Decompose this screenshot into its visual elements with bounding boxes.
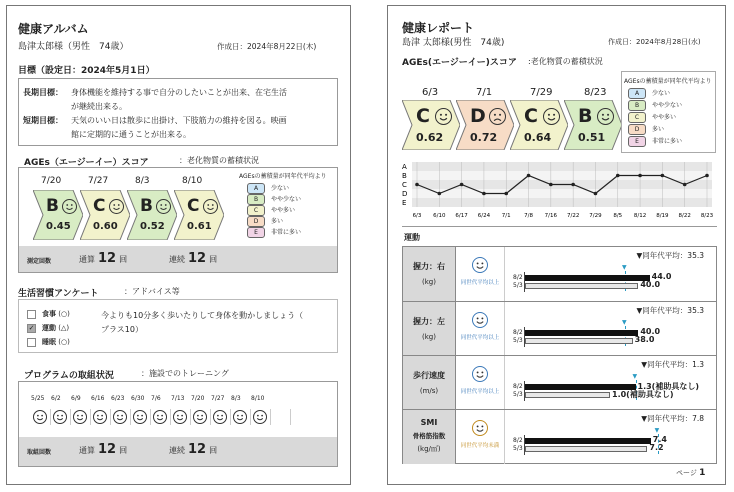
exercise-status-cell: [456, 247, 505, 301]
smile-face-icon: [213, 410, 227, 424]
report-score-grade: C: [524, 105, 538, 127]
exercise-bar-axis: [524, 435, 525, 455]
exercise-unit: (m/s): [419, 387, 439, 395]
smile-face-icon: [543, 108, 560, 125]
trend-point: [616, 174, 620, 178]
program-date: 8/10: [251, 395, 265, 402]
trend-date-label: 7/29: [589, 213, 602, 219]
program-date: 7/13: [171, 395, 185, 402]
trend-point: [571, 183, 575, 187]
program-date: 6/2: [51, 395, 61, 402]
trend-grade-label: C: [402, 181, 407, 189]
trend-date-label: 8/23: [700, 213, 714, 219]
long-goal-label: 長期目標：: [23, 88, 63, 97]
legend-grade-badge: B: [247, 194, 265, 205]
exercise-label: 歩行速度: [413, 371, 445, 380]
trend-date-label: 8/12: [633, 213, 647, 219]
smile-face-icon: [109, 199, 124, 214]
exercise-bar-value: 40.0: [640, 327, 661, 336]
smile-face-icon: [73, 410, 87, 424]
exercise-label-cell: [403, 410, 456, 464]
survey-item-mark: (△): [56, 324, 70, 332]
smile-face-icon: [253, 410, 267, 424]
trend-date-label: 7/16: [544, 213, 558, 219]
program-date: 8/3: [231, 395, 241, 402]
exercise-bar-value: 7.2: [649, 443, 664, 452]
report-score-chevron: [456, 100, 514, 150]
trend-grade-band: [412, 162, 712, 171]
report-score-date: 7/29: [530, 87, 553, 98]
report-score-chevron: [564, 100, 622, 150]
trend-point: [527, 174, 531, 178]
album-ages-subheading: ：老化物質の蓄積状況: [179, 156, 259, 165]
long-goal-text-2: が継続出来る。: [71, 102, 127, 111]
album-legend-row: [247, 194, 301, 205]
advice-text-2: プラス10）: [101, 325, 143, 334]
exercise-label-cell: [403, 356, 456, 410]
program-date: 5/25: [31, 395, 45, 402]
exercise-label: SMI: [420, 418, 438, 427]
legend-text: 多い: [652, 126, 665, 133]
exercise-status-cell: [456, 410, 505, 464]
exercise-label-sub: 骨格筋指数: [412, 432, 446, 440]
legend-text: やや少ない: [271, 196, 302, 203]
smile-face-icon: [113, 410, 127, 424]
program-date: 6/16: [91, 395, 105, 402]
trend-date-label: 7/8: [524, 213, 533, 219]
exercise-bar-value: 1.0(補助具なし): [612, 390, 674, 399]
program-date: 7/6: [151, 395, 161, 402]
exercise-average-marker: ▼: [654, 427, 660, 434]
exercise-bar-value: 1.3(補助具なし): [637, 382, 699, 391]
report-score-grade: C: [416, 105, 430, 127]
smile-face-icon: [203, 199, 218, 214]
report-legend-row: [628, 124, 664, 135]
legend-text: 少ない: [271, 185, 290, 192]
exercise-bar-axis: [524, 272, 525, 292]
exercise-average-marker: ▼: [622, 319, 627, 326]
album-legend-row: [247, 205, 295, 216]
trend-grade-band: [412, 189, 712, 198]
exercise-status-text: 同世代平均未満: [460, 443, 500, 449]
trend-grade-label: D: [402, 190, 408, 198]
legend-grade-badge: B: [628, 100, 646, 111]
exercise-status-cell: [456, 302, 505, 356]
measure-consecutive: 連続 12 回: [169, 251, 218, 266]
program-consecutive: 連続 12 回: [169, 442, 218, 457]
report-score-grade: B: [578, 105, 593, 127]
measure-total: 通算 12 回: [79, 251, 128, 266]
report-score-value: 0.64: [524, 131, 552, 144]
album-score-grade: B: [46, 196, 59, 216]
album-legend-row: [247, 216, 283, 227]
advice-text-1: 今よりも10分多く歩いたりして身体を動かしましょう（: [101, 311, 304, 320]
exercise-status-text: 同世代平均以上: [460, 280, 500, 286]
album-score-chevron: [174, 190, 224, 240]
exercise-unit: (kg): [422, 278, 436, 286]
program-date: 7/20: [191, 395, 205, 402]
exercise-bar-value: 44.0: [651, 272, 672, 281]
trend-point: [594, 192, 598, 196]
program-cell-separator: [130, 409, 131, 425]
program-heading: プログラムの取組状況: [24, 371, 114, 381]
exercise-bar: [525, 446, 647, 452]
exercise-average-text: ▼同年代平均：35.3: [636, 251, 704, 260]
program-cell-separator: [290, 409, 291, 425]
survey-item: [27, 309, 70, 319]
trend-point: [482, 192, 486, 196]
program-total: 通算 12 回: [79, 442, 128, 457]
legend-text: 多い: [271, 218, 284, 225]
legend-grade-badge: E: [247, 227, 265, 238]
exercise-bar: [525, 438, 651, 444]
report-legend-title: AGEsの蓄積量が同年代平均より: [624, 78, 712, 85]
smile-face-icon: [133, 410, 147, 424]
album-score-value: 0.61: [187, 221, 212, 232]
exercise-bar-value: 38.0: [634, 335, 655, 344]
report-patient-name: 島津 太郎様(男性 74歳): [402, 38, 505, 48]
exercise-average-text: ▼同年代平均：7.8: [641, 414, 704, 423]
trend-grade-band: [412, 198, 712, 207]
exercise-bar-date: 8/2: [513, 329, 523, 336]
exercise-table: [402, 246, 717, 464]
exercise-bar-date: 5/3: [513, 445, 523, 452]
legend-text: 非常に多い: [652, 138, 683, 145]
program-box: [18, 381, 338, 467]
trend-date-label: 6/24: [477, 213, 491, 219]
survey-box: [18, 299, 338, 353]
exercise-bar-value: 7.4: [652, 435, 667, 444]
checked-checkbox[interactable]: ✓: [28, 323, 35, 332]
program-date: 6/30: [131, 395, 145, 402]
program-cell-separator: [70, 409, 71, 425]
legend-grade-badge: A: [247, 183, 265, 194]
smile-face-icon: [472, 312, 488, 328]
exercise-bar-date: 8/2: [513, 383, 523, 390]
trend-date-label: 6/10: [433, 213, 446, 219]
report-title: 健康レポート: [402, 21, 475, 35]
program-cell-separator: [230, 409, 231, 425]
report-legend-row: [628, 112, 676, 123]
legend-text: 非常に多い: [271, 229, 302, 236]
smile-face-icon: [472, 257, 488, 273]
measure-count-label: 測定回数: [27, 258, 52, 265]
trend-grade-band: [412, 171, 712, 180]
trend-point: [504, 192, 508, 196]
exercise-average-marker: ▼: [622, 264, 627, 271]
program-date: 6/9: [71, 395, 81, 402]
exercise-bar-date: 5/3: [513, 282, 523, 289]
smile-face-icon: [62, 199, 77, 214]
trend-grade-label: A: [402, 163, 407, 171]
trend-point: [460, 183, 464, 187]
frown-face-icon: [489, 108, 506, 125]
smile-face-icon: [153, 410, 167, 424]
exercise-status-text: 同世代平均以上: [460, 335, 500, 341]
album-ages-box: [18, 167, 338, 273]
program-cell-separator: [250, 409, 251, 425]
legend-grade-badge: D: [628, 124, 646, 135]
smile-face-icon: [193, 410, 207, 424]
exercise-average-marker: ▼: [632, 373, 638, 380]
program-cell-separator: [270, 409, 271, 425]
trend-date-label: 8/5: [613, 213, 623, 219]
album-score-grade: C: [187, 196, 200, 216]
exercise-row: [403, 247, 716, 301]
album-score-grade: B: [140, 196, 153, 216]
program-date: 7/27: [211, 395, 225, 402]
album-legend-row: [247, 227, 301, 238]
trend-point: [415, 183, 419, 187]
survey-heading: 生活習慣アンケート: [18, 289, 99, 299]
report-score-chevron: [510, 100, 568, 150]
legend-text: やや多い: [271, 207, 296, 214]
smile-face-icon: [233, 410, 247, 424]
album-score-chevron: [80, 190, 130, 240]
smile-face-icon: [173, 410, 187, 424]
exercise-bar: [525, 392, 610, 398]
report-score-grade: D: [470, 105, 486, 127]
exercise-bar: [525, 283, 638, 289]
report-legend-row: [628, 100, 682, 111]
checkbox[interactable]: [27, 310, 36, 319]
survey-item-label: 運動: [42, 324, 56, 332]
album-score-chevron: [33, 190, 83, 240]
report-score-date: 7/1: [476, 87, 493, 98]
survey-item-mark: (○): [56, 338, 70, 346]
health-report-page: [387, 5, 726, 485]
legend-grade-badge: D: [247, 216, 265, 227]
exercise-label-cell: [403, 302, 456, 356]
exercise-status-cell: [456, 356, 505, 410]
album-score-value: 0.45: [46, 221, 71, 232]
program-cell-separator: [150, 409, 151, 425]
survey-item-label: 睡眠: [42, 338, 56, 346]
smile-face-icon: [472, 366, 488, 382]
smile-face-icon: [93, 410, 107, 424]
album-score-value: 0.60: [93, 221, 118, 232]
program-subheading: ：施設でのトレーニング: [141, 369, 229, 378]
report-score-date: 6/3: [422, 87, 439, 98]
trend-date-label: 8/19: [656, 213, 669, 219]
smile-face-icon: [33, 410, 47, 424]
exercise-row: [403, 355, 716, 410]
smile-face-icon: [472, 420, 488, 436]
checkbox[interactable]: [27, 338, 36, 347]
exercise-bar-axis: [524, 381, 525, 401]
trend-point: [683, 183, 687, 187]
program-cell-separator: [90, 409, 91, 425]
short-goal-text-2: 館に定期的に通うことが出来る。: [71, 130, 191, 139]
report-legend-box: [621, 71, 716, 153]
legend-grade-badge: E: [628, 136, 646, 147]
exercise-row: [403, 301, 716, 356]
legend-grade-badge: A: [628, 88, 646, 99]
exercise-status-text: 同世代平均以上: [460, 389, 500, 395]
report-score-value: 0.62: [416, 131, 444, 144]
ages-trend-chart: [402, 156, 717, 221]
report-score-chevron: [402, 100, 460, 150]
survey-item: [27, 323, 69, 333]
exercise-average-text: ▼同年代平均：1.3: [641, 360, 704, 369]
trend-point: [549, 183, 553, 187]
album-patient-name: 島津太郎様（男性 74歳）: [18, 42, 129, 52]
exercise-bar-date: 8/2: [513, 437, 523, 444]
exercise-unit: (kg): [422, 333, 436, 341]
report-ages-heading: AGEs(エージーイー)スコア: [402, 58, 517, 68]
trend-date-label: 6/17: [455, 213, 468, 219]
goal-box: [18, 78, 338, 146]
trend-date-label: 7/22: [566, 213, 580, 219]
album-score-date: 7/20: [41, 176, 62, 186]
exercise-bar-axis: [524, 327, 525, 347]
trend-date-label: 7/1: [501, 213, 511, 219]
program-date: 6/23: [111, 395, 125, 402]
exercise-bar: [525, 275, 650, 281]
survey-subheading: ：アドバイス等: [124, 287, 180, 296]
report-legend-row: [628, 136, 682, 147]
album-title: 健康アルバム: [18, 22, 89, 36]
exercise-bar-date: 8/2: [513, 274, 523, 281]
trend-grade-label: B: [402, 172, 407, 180]
album-legend-row: [247, 183, 289, 194]
exercise-label: 握力：左: [413, 317, 445, 326]
album-score-date: 7/27: [88, 176, 109, 186]
report-ages-subheading: :老化物質の蓄積状況: [528, 57, 603, 66]
exercise-unit: (kg/㎡): [417, 445, 441, 453]
trend-point: [438, 192, 442, 196]
trend-date-label: 8/22: [678, 213, 691, 219]
report-created-date: 作成日：2024年8月28日(水): [608, 38, 701, 46]
album-score-date: 8/3: [135, 176, 150, 186]
program-cell-separator: [210, 409, 211, 425]
program-cell-separator: [50, 409, 51, 425]
album-ages-heading: AGEs（エージーイー）スコア: [24, 158, 149, 168]
program-cell-separator: [110, 409, 111, 425]
survey-item-label: 食事: [42, 310, 56, 318]
legend-grade-badge: C: [247, 205, 265, 216]
legend-text: やや多い: [652, 114, 677, 121]
goal-heading: 目標（設定日：2024年5月1日）: [18, 66, 155, 76]
exercise-average-text: ▼同年代平均：35.3: [636, 306, 704, 315]
trend-point: [638, 174, 642, 178]
legend-text: 少ない: [652, 90, 671, 97]
survey-item-mark: (○): [56, 310, 70, 318]
page-number: ページ 1: [676, 468, 706, 478]
exercise-bar-date: 5/3: [513, 391, 523, 398]
album-score-date: 8/10: [182, 176, 203, 186]
album-created-date: 作成日：2024年8月22日(木): [217, 42, 317, 51]
album-score-grade: C: [93, 196, 106, 216]
smile-face-icon: [597, 108, 614, 125]
exercise-label: 握力：右: [413, 262, 445, 271]
trend-grade-label: E: [402, 199, 407, 207]
smile-face-icon: [156, 199, 171, 214]
health-album-page: [6, 5, 351, 485]
exercise-bar: [525, 338, 633, 344]
short-goal-label: 短期目標：: [23, 116, 63, 125]
trend-point: [705, 174, 709, 178]
album-score-chevron: [127, 190, 177, 240]
exercise-heading: 運動: [404, 233, 420, 242]
program-count-label: 取組回数: [27, 449, 52, 456]
trend-point: [661, 174, 665, 178]
exercise-label-cell: [403, 247, 456, 301]
short-goal-text-1: 天気のいい日は散歩に出掛け、下肢筋力の維持を図る。映画: [71, 116, 287, 125]
survey-item: [27, 337, 70, 347]
long-goal-text-1: 身体機能を維持する事で自分のしたいことが出来、在宅生活: [71, 88, 287, 97]
program-cell-separator: [170, 409, 171, 425]
report-score-value: 0.51: [578, 131, 606, 144]
report-legend-row: [628, 88, 670, 99]
legend-grade-badge: C: [628, 112, 646, 123]
report-score-value: 0.72: [470, 131, 498, 144]
program-cell-separator: [190, 409, 191, 425]
exercise-bar-value: 40.0: [640, 280, 661, 289]
exercise-bar-date: 5/3: [513, 337, 523, 344]
exercise-row: [403, 409, 716, 464]
trend-date-label: 6/3: [412, 213, 422, 219]
report-divider: [402, 226, 717, 227]
legend-text: やや少ない: [652, 102, 683, 109]
report-score-date: 8/23: [584, 87, 607, 98]
album-score-value: 0.52: [140, 221, 165, 232]
exercise-bar: [525, 330, 638, 336]
smile-face-icon: [53, 410, 67, 424]
album-legend-title: AGEsの蓄積量が同年代平均より: [239, 173, 327, 180]
smile-face-icon: [435, 108, 452, 125]
